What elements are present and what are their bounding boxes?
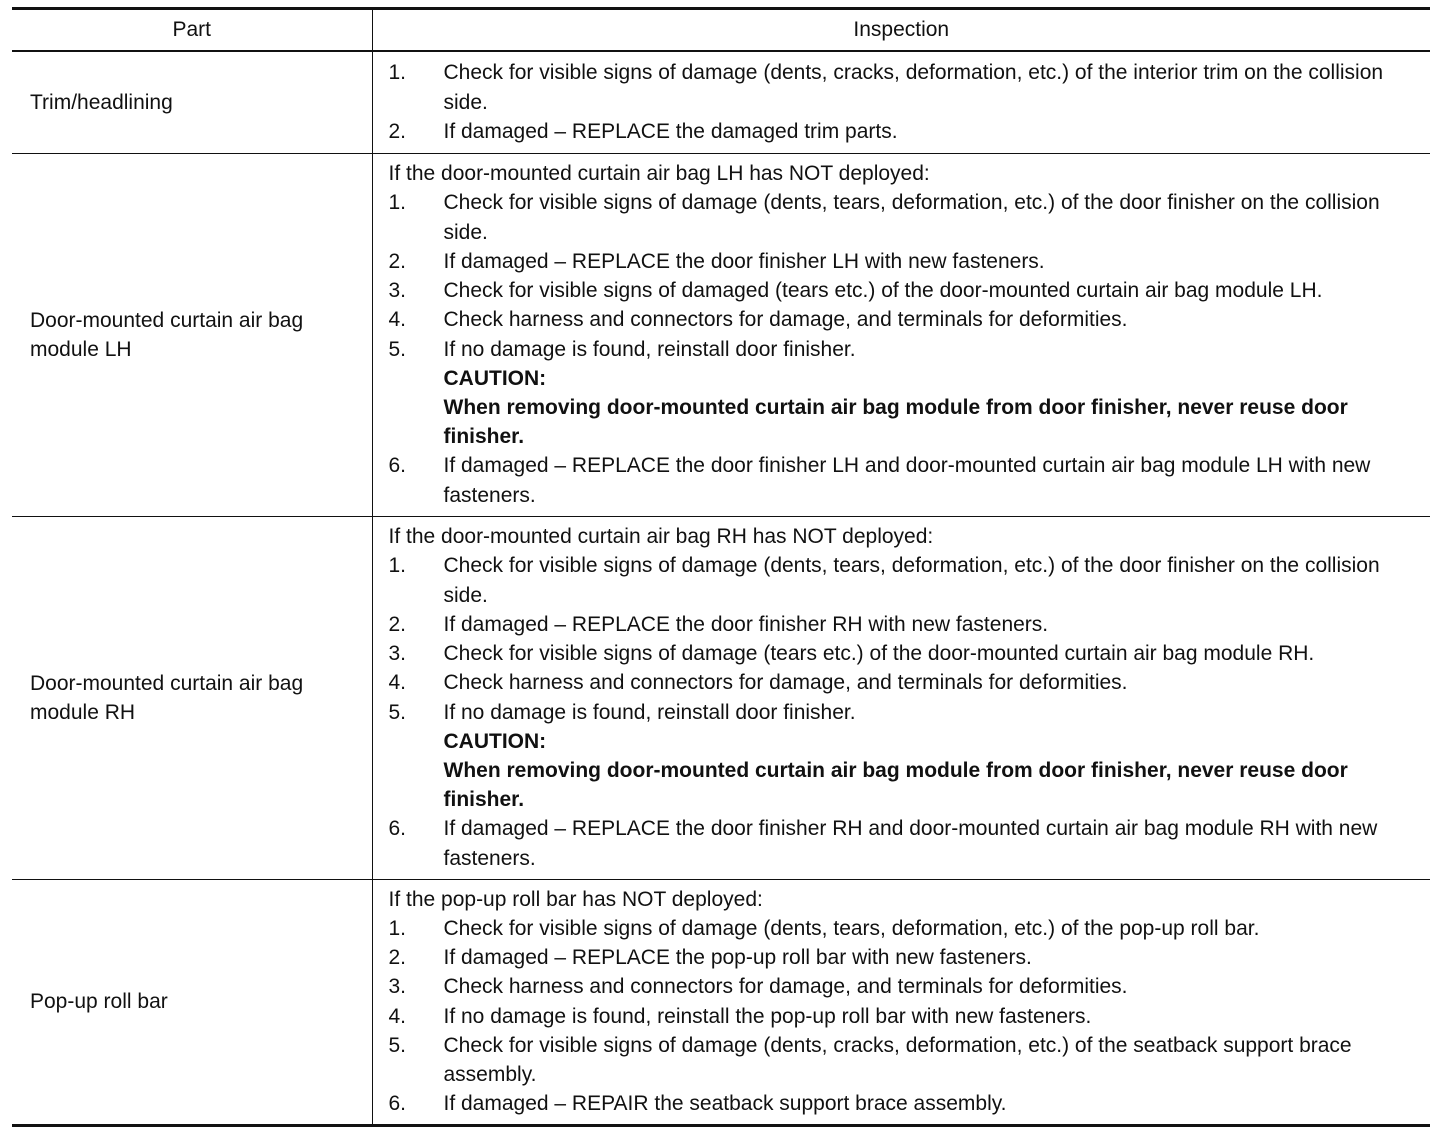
column-header-inspection: Inspection	[372, 9, 1430, 52]
item-number: 6.	[388, 817, 407, 841]
item-number: 1.	[388, 554, 407, 578]
item-number: 5.	[388, 700, 407, 724]
item-text: Check for visible signs of damage (dents, tears, deformation, etc.) of the pop-up roll bar.	[443, 916, 1260, 940]
item-number: 2.	[388, 249, 407, 273]
list-item	[389, 451, 1425, 509]
item-text: Check for visible signs of damage (dents, cracks, deformation, etc.) of the seatback support brace assembly.	[443, 1033, 1352, 1086]
part-cell: Door-mounted curtain air bag module LH	[12, 153, 372, 516]
item-number: 1.	[388, 191, 407, 215]
list-item	[389, 305, 1425, 334]
item-text: Check for visible signs of damage (dents, cracks, deformation, etc.) of the interior trim on the collision side.	[443, 61, 1384, 114]
list-item	[389, 914, 1425, 943]
item-number: 4.	[388, 1004, 407, 1028]
caution-text: When removing door-mounted curtain air bag module from door finisher, never reuse door finisher.	[443, 758, 1348, 812]
item-text: If damaged – REPLACE the door finisher LH with new fasteners.	[443, 249, 1045, 273]
part-cell: Trim/headlining	[12, 51, 372, 153]
inspection-cell	[372, 879, 1430, 1125]
item-number: 2.	[388, 946, 407, 970]
table-row	[12, 51, 1430, 153]
column-header-part: Part	[12, 9, 372, 52]
item-number: 3.	[388, 975, 407, 999]
list-item	[389, 972, 1425, 1001]
list-item	[389, 698, 1425, 727]
item-text: If no damage is found, reinstall door finisher.	[443, 337, 856, 361]
item-number: 6.	[388, 454, 407, 478]
item-text: If damaged – REPLACE the damaged trim parts.	[443, 119, 898, 143]
item-text: If damaged – REPLACE the door finisher LH and door-mounted curtain air bag module LH with new fasteners.	[443, 454, 1371, 507]
list-item	[389, 188, 1425, 246]
inspection-cell	[372, 516, 1430, 879]
caution-heading: CAUTION:	[443, 366, 547, 390]
item-text: If no damage is found, reinstall the pop-up roll bar with new fasteners.	[443, 1004, 1092, 1028]
item-number: 4.	[388, 671, 407, 695]
list-item	[389, 639, 1425, 668]
list-item	[389, 1031, 1425, 1089]
item-number: 1.	[388, 61, 407, 85]
item-text: If damaged – REPLACE the door finisher RH and door-mounted curtain air bag module RH with new fasteners.	[443, 817, 1378, 870]
inspection-cell	[372, 153, 1430, 516]
item-number: 1.	[388, 916, 407, 940]
item-number: 5.	[388, 337, 407, 361]
table-row	[12, 153, 1430, 516]
item-text: Check for visible signs of damage (tears etc.) of the door-mounted curtain air bag module RH.	[443, 642, 1315, 666]
inspection-intro: If the pop-up roll bar has NOT deployed:	[388, 887, 763, 911]
part-cell: Pop-up roll bar	[12, 879, 372, 1125]
list-item	[389, 1002, 1425, 1031]
item-number: 2.	[388, 612, 407, 636]
list-item	[389, 814, 1425, 872]
inspection-intro: If the door-mounted curtain air bag RH has NOT deployed:	[388, 525, 934, 549]
item-text: Check for visible signs of damage (dents, tears, deformation, etc.) of the door finisher on the collision side.	[443, 554, 1380, 607]
item-text: Check harness and connectors for damage, and terminals for deformities.	[443, 671, 1128, 695]
list-item	[389, 610, 1425, 639]
item-text: If no damage is found, reinstall door finisher.	[443, 700, 856, 724]
list-item	[389, 668, 1425, 697]
inspection-cell	[372, 51, 1430, 153]
item-number: 5.	[388, 1033, 407, 1057]
item-number: 6.	[388, 1092, 407, 1116]
caution-block	[389, 727, 1425, 815]
list-item	[389, 58, 1425, 116]
item-text: If damaged – REPAIR the seatback support brace assembly.	[443, 1092, 1007, 1116]
part-cell: Door-mounted curtain air bag module RH	[12, 516, 372, 879]
table-header-row	[12, 9, 1430, 52]
item-number: 3.	[388, 642, 407, 666]
list-item	[389, 117, 1425, 146]
inspection-intro: If the door-mounted curtain air bag LH has NOT deployed:	[388, 162, 930, 186]
list-item	[389, 247, 1425, 276]
caution-heading: CAUTION:	[443, 729, 547, 753]
item-text: Check harness and connectors for damage, and terminals for deformities.	[443, 975, 1128, 999]
list-item	[389, 335, 1425, 364]
list-item	[389, 276, 1425, 305]
item-text: Check for visible signs of damaged (tears etc.) of the door-mounted curtain air bag module LH.	[443, 279, 1323, 303]
list-item	[389, 943, 1425, 972]
item-number: 4.	[388, 308, 407, 332]
table-row	[12, 516, 1430, 879]
item-number: 3.	[388, 279, 407, 303]
item-text: If damaged – REPLACE the door finisher RH with new fasteners.	[443, 612, 1049, 636]
item-text: Check for visible signs of damage (dents, tears, deformation, etc.) of the door finisher on the collision side.	[443, 191, 1380, 244]
list-item	[389, 551, 1425, 609]
table-row	[12, 879, 1430, 1125]
caution-block	[389, 364, 1425, 452]
inspection-table	[12, 7, 1430, 1127]
list-item	[389, 1089, 1425, 1118]
item-number: 2.	[388, 119, 407, 143]
caution-text: When removing door-mounted curtain air bag module from door finisher, never reuse door finisher.	[443, 395, 1348, 449]
item-text: If damaged – REPLACE the pop-up roll bar with new fasteners.	[443, 946, 1032, 970]
item-text: Check harness and connectors for damage, and terminals for deformities.	[443, 308, 1128, 332]
